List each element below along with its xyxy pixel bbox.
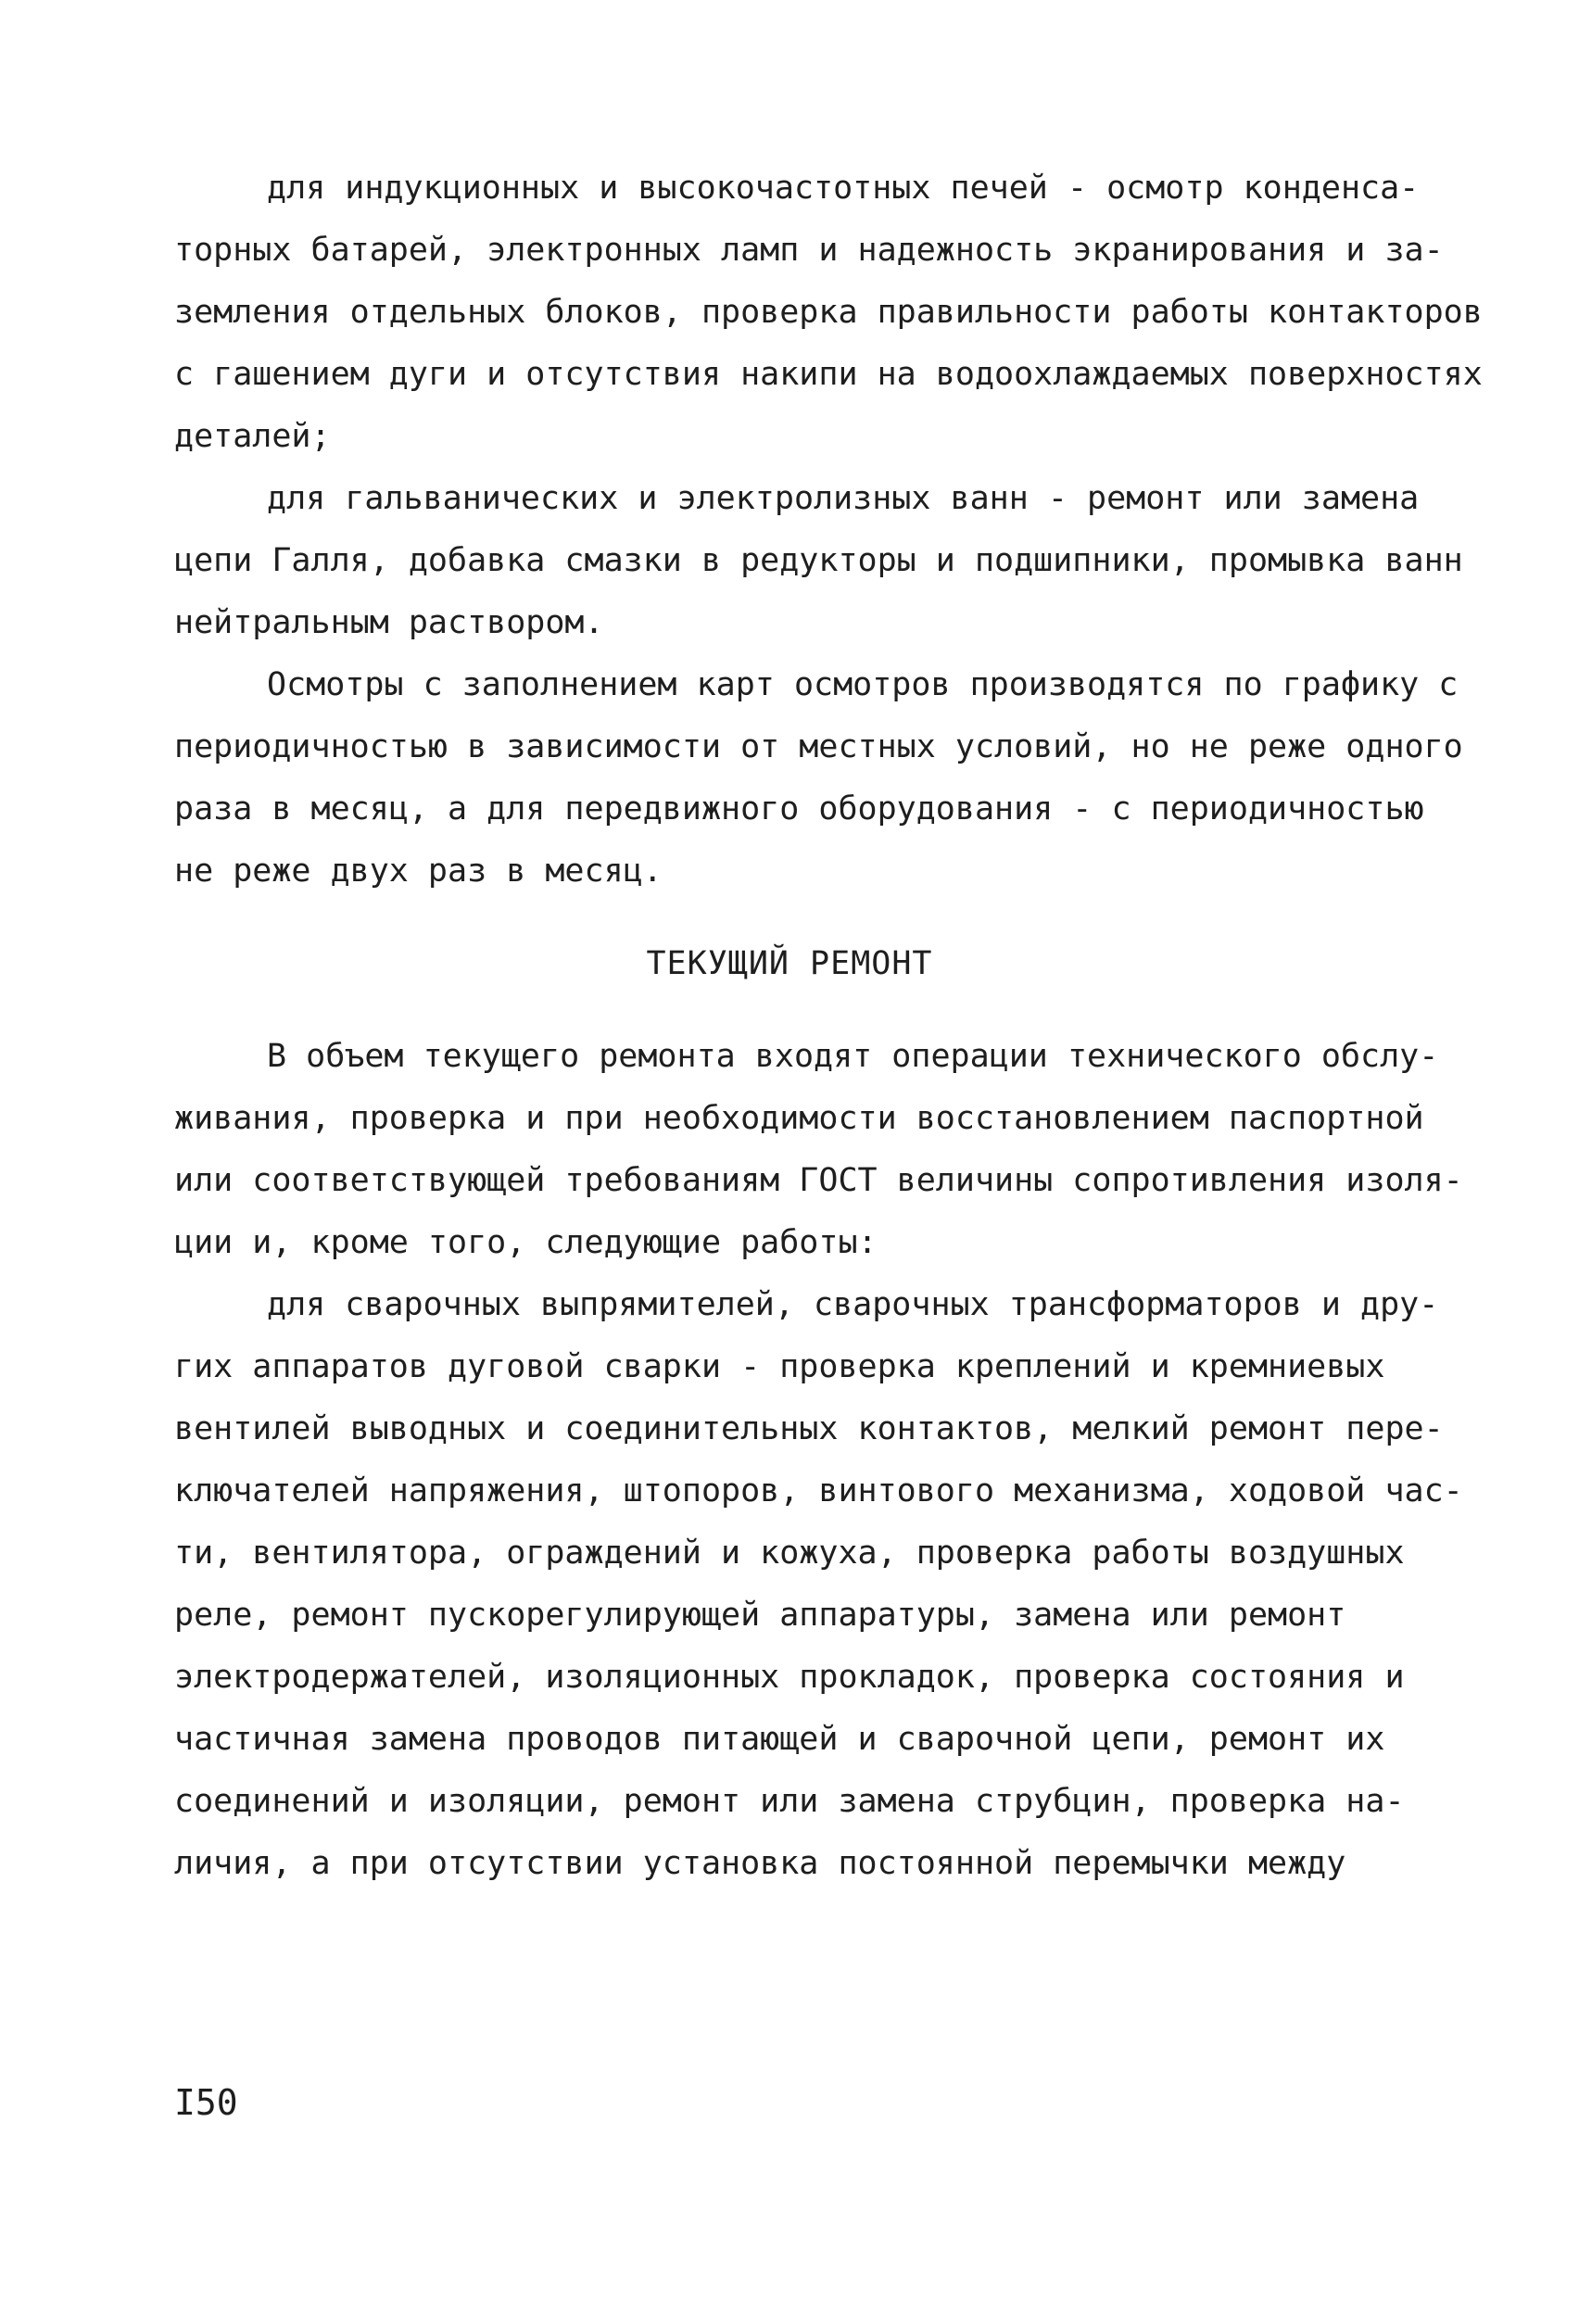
paragraph-1-line-4: с гашением дуги и отсутствия накипи на водоохлаждаемых поверхностях [174, 356, 1483, 393]
paragraph-5-line-4: ключателей напряжения, штопоров, винтового механизма, ходовой час- [174, 1472, 1463, 1509]
paragraph-5-line-1: для сварочных выпрямителей, сварочных трансформаторов и дру- [267, 1286, 1439, 1323]
paragraph-5-line-6: реле, ремонт пускорегулирующей аппаратуры, замена или ремонт [174, 1597, 1346, 1634]
paragraph-5-line-3: вентилей выводных и соединительных контактов, мелкий ремонт пере- [174, 1410, 1444, 1447]
paragraph-2-line-3: нейтральным раствором. [174, 604, 604, 641]
paragraph-3-line-4: не реже двух раз в месяц. [174, 853, 663, 890]
paragraph-5-line-7: электродержателей, изоляционных прокладок, проверка состояния и [174, 1659, 1405, 1696]
paragraph-4-line-3: или соответствующей требованиям ГОСТ величины сопротивления изоля- [174, 1162, 1463, 1199]
paragraph-1-line-2: торных батарей, электронных ламп и надежность экранирования и за- [174, 232, 1444, 269]
paragraph-4-line-4: ции и, кроме того, следующие работы: [174, 1224, 878, 1261]
paragraph-3-line-2: периодичностью в зависимости от местных условий, но не реже одного [174, 728, 1463, 765]
page-number: I50 [174, 2082, 238, 2123]
section-heading: ТЕКУЩИЙ РЕМОНТ [646, 945, 933, 982]
paragraph-5-line-2: гих аппаратов дуговой сварки - проверка креплений и кремниевых [174, 1348, 1385, 1385]
paragraph-3-line-3: раза в месяц, а для передвижного оборудования - с периодичностью [174, 790, 1424, 827]
paragraph-1-line-3: земления отдельных блоков, проверка правильности работы контакторов [174, 294, 1483, 331]
paragraph-4-line-1: В объем текущего ремонта входят операции технического обслу- [267, 1038, 1439, 1075]
paragraph-2-line-2: цепи Галля, добавка смазки в редукторы и подшипники, промывка ванн [174, 542, 1463, 579]
paragraph-1-line-1: для индукционных и высокочастотных печей - осмотр конденса- [267, 170, 1420, 207]
paragraph-5-line-10: личия, а при отсутствии установка постоянной перемычки между [174, 1845, 1346, 1882]
paragraph-5-line-5: ти, вентилятора, ограждений и кожуха, проверка работы воздушных [174, 1535, 1405, 1572]
paragraph-5-line-8: частичная замена проводов питающей и сварочной цепи, ремонт их [174, 1721, 1385, 1758]
paragraph-4-line-2: живания, проверка и при необходимости восстановлением паспортной [174, 1100, 1424, 1137]
paragraph-2-line-1: для гальванических и электролизных ванн - ремонт или замена [267, 480, 1420, 517]
paragraph-3-line-1: Осмотры с заполнением карт осмотров производятся по графику с [267, 666, 1459, 703]
paragraph-1-line-5: деталей; [174, 418, 331, 455]
paragraph-5-line-9: соединений и изоляции, ремонт или замена струбцин, проверка на- [174, 1783, 1405, 1820]
